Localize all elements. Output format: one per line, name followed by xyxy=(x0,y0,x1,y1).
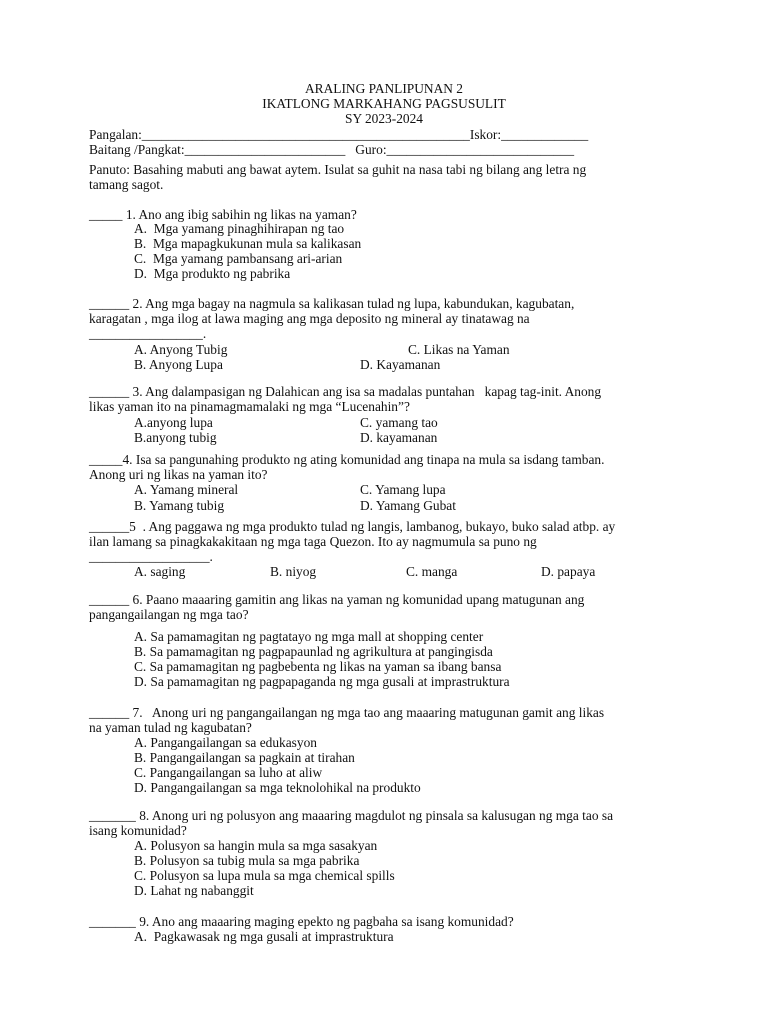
exam-title: IKATLONG MARKAHANG PAGSUSULIT xyxy=(262,96,506,111)
question-6-stem-2: pangangailangan ng mga tao? xyxy=(89,607,249,622)
question-2-stem-1: ______ 2. Ang mga bagay na nagmula sa kalikasan tulad ng lupa, kabundukan, kagubatan, xyxy=(89,296,575,311)
question-2-option-d: D. Kayamanan xyxy=(360,357,441,372)
question-7-stem-2: na yaman tulad ng kagubatan? xyxy=(89,720,252,735)
question-6-option-c: C. Sa pamamagitan ng pagbebenta ng likas na yaman sa ibang bansa xyxy=(134,659,502,674)
instructions-line-2: tamang sagot. xyxy=(89,177,164,192)
question-7-option-a: A. Pangangailangan sa edukasyon xyxy=(134,735,317,750)
question-5-option-d: D. papaya xyxy=(541,564,596,579)
question-3-option-c: C. yamang tao xyxy=(360,415,438,430)
question-5-stem-1: ______5 . Ang paggawa ng mga produkto tulad ng langis, lambanog, bukayo, buko salad atbp. ay xyxy=(89,519,616,534)
question-3-option-b: B.anyong tubig xyxy=(134,430,217,445)
question-2-blank: _________________. xyxy=(89,326,207,341)
instructions-line-1: Panuto: Basahing mabuti ang bawat aytem. Isulat sa guhit na nasa tabi ng bilang ang letra ng xyxy=(89,162,587,177)
question-7-option-d: D. Pangangailangan sa mga teknolohikal na produkto xyxy=(134,780,421,795)
question-8-option-d: D. Lahat ng nabanggit xyxy=(134,883,254,898)
question-1-option-a: A. Mga yamang pinaghihirapan ng tao xyxy=(134,221,345,236)
question-2-stem-2: karagatan , mga ilog at lawa maging ang mga deposito ng mineral ay tinatawag na xyxy=(89,311,530,326)
question-4-stem-1: _____4. Isa sa pangunahing produkto ng ating komunidad ang tinapa na mula sa isdang tamban. xyxy=(89,452,605,467)
question-8-stem-2: isang komunidad? xyxy=(89,823,187,838)
question-8-option-b: B. Polusyon sa tubig mula sa mga pabrika xyxy=(134,853,360,868)
question-9-option-a: A. Pagkawasak ng mga gusali at imprastruktura xyxy=(134,929,394,944)
question-2-option-c: C. Likas na Yaman xyxy=(408,342,510,357)
question-2-option-b: B. Anyong Lupa xyxy=(134,357,223,372)
question-6-option-a: A. Sa pamamagitan ng pagtatayo ng mga mall at shopping center xyxy=(134,629,484,644)
question-1-option-d: D. Mga produkto ng pabrika xyxy=(134,266,291,281)
question-4-option-a: A. Yamang mineral xyxy=(134,482,239,497)
question-4-stem-2: Anong uri ng likas na yaman ito? xyxy=(89,467,268,482)
exam-subject: ARALING PANLIPUNAN 2 xyxy=(305,81,463,96)
question-1-option-c: C. Mga yamang pambansang ari-arian xyxy=(134,251,343,266)
name-score-line[interactable]: Pangalan:_________________________________________________Iskor:_____________ xyxy=(89,127,589,142)
question-5-blank: __________________. xyxy=(89,549,213,564)
question-7-option-b: B. Pangangailangan sa pagkain at tirahan xyxy=(134,750,355,765)
question-1-option-b: B. Mga mapagkukunan mula sa kalikasan xyxy=(134,236,362,251)
question-5-option-b: B. niyog xyxy=(270,564,317,579)
question-6-stem-1: ______ 6. Paano maaaring gamitin ang likas na yaman ng komunidad upang matugunan ang xyxy=(89,592,585,607)
question-7-stem-1: ______ 7. Anong uri ng pangangailangan ng mga tao ang maaaring matugunan gamit ang likas xyxy=(89,705,605,720)
question-5-stem-2: ilan lamang sa pinagkakakitaan ng mga taga Quezon. Ito ay nagmumula sa puno ng xyxy=(89,534,537,549)
school-year: SY 2023-2024 xyxy=(345,111,423,126)
question-8-option-c: C. Polusyon sa lupa mula sa mga chemical spills xyxy=(134,868,395,883)
question-8-stem-1: _______ 8. Anong uri ng polusyon ang maaaring magdulot ng pinsala sa kalusugan ng mga tao sa xyxy=(89,808,614,823)
question-5-option-a: A. saging xyxy=(134,564,186,579)
question-4-option-b: B. Yamang tubig xyxy=(134,498,225,513)
question-2-option-a: A. Anyong Tubig xyxy=(134,342,228,357)
question-8-option-a: A. Polusyon sa hangin mula sa mga sasakyan xyxy=(134,838,378,853)
question-6-option-d: D. Sa pamamagitan ng pagpapaganda ng mga gusali at imprastruktura xyxy=(134,674,510,689)
question-3-stem-2: likas yaman ito na pinamagmamalaki ng mga “Lucenahin”? xyxy=(89,399,410,414)
question-4-option-c: C. Yamang lupa xyxy=(360,482,446,497)
question-1-stem: _____ 1. Ano ang ibig sabihin ng likas na yaman? xyxy=(89,207,357,222)
grade-teacher-line[interactable]: Baitang /Pangkat:________________________ Guro:____________________________ xyxy=(89,142,575,157)
question-6-option-b: B. Sa pamamagitan ng pagpapaunlad ng agrikultura at pangingisda xyxy=(134,644,493,659)
question-5-option-c: C. manga xyxy=(406,564,458,579)
question-3-option-a: A.anyong lupa xyxy=(134,415,213,430)
question-9-stem: _______ 9. Ano ang maaaring maging epekto ng pagbaha sa isang komunidad? xyxy=(89,914,514,929)
question-4-option-d: D. Yamang Gubat xyxy=(360,498,456,513)
question-7-option-c: C. Pangangailangan sa luho at aliw xyxy=(134,765,323,780)
question-3-option-d: D. kayamanan xyxy=(360,430,438,445)
question-3-stem-1: ______ 3. Ang dalampasigan ng Dalahican ang isa sa madalas puntahan kapag tag-init. Anong xyxy=(89,384,602,399)
